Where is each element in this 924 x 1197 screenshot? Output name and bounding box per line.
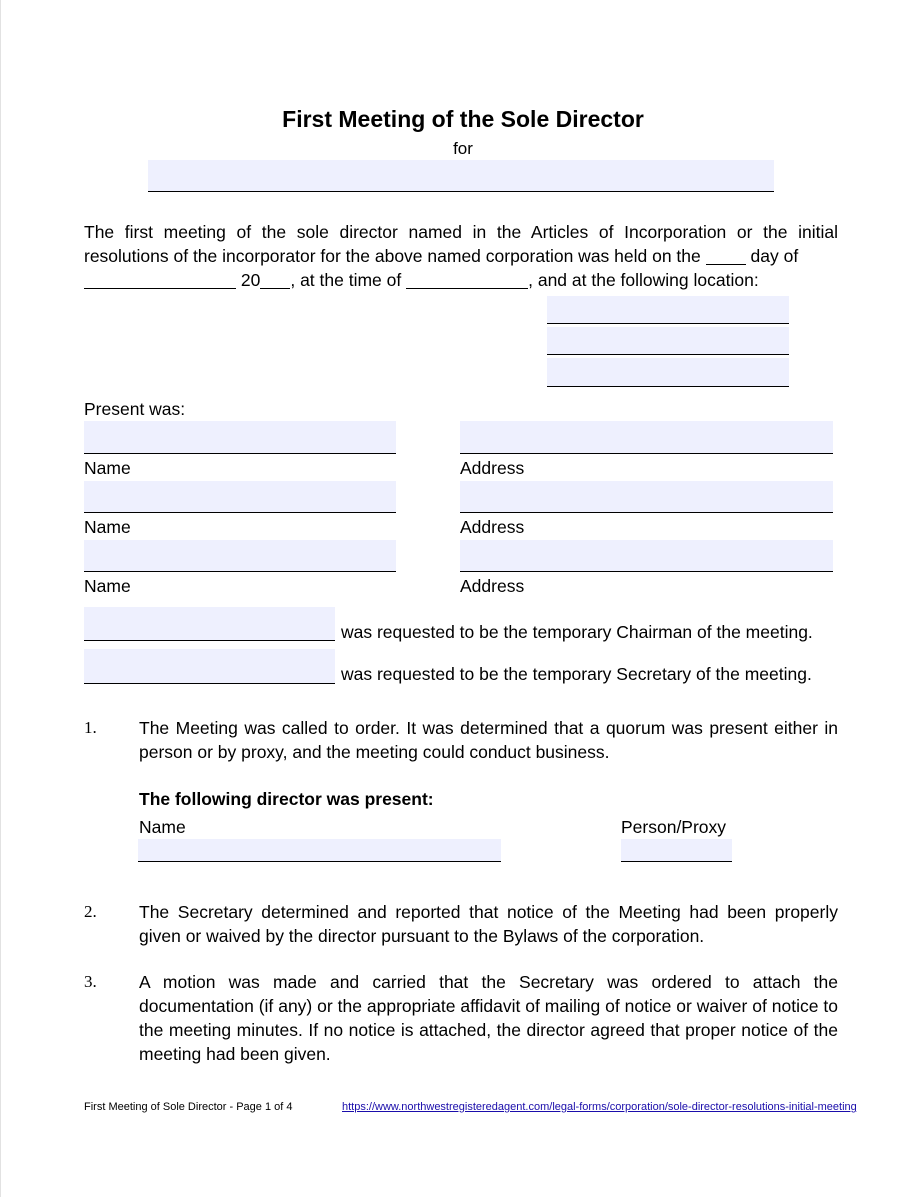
intro-day-of: day of bbox=[750, 246, 799, 266]
intro-time-of: , at the time of bbox=[290, 270, 402, 290]
item-1-number: 1. bbox=[84, 718, 97, 737]
secretary-field[interactable] bbox=[84, 649, 335, 684]
intro-paragraph bbox=[84, 220, 838, 292]
secretary-text: was requested to be the temporary Secretary of the meeting. bbox=[341, 664, 812, 684]
present-was-label: Present was: bbox=[84, 399, 186, 419]
document-title: First Meeting of the Sole Director bbox=[282, 106, 644, 132]
chairman-field[interactable] bbox=[84, 607, 335, 641]
present-name-field-2[interactable] bbox=[84, 481, 396, 513]
present-address-field-1[interactable] bbox=[460, 421, 833, 454]
time-field[interactable] bbox=[406, 270, 528, 289]
director-name-label: Name bbox=[139, 817, 186, 837]
location-field-3[interactable] bbox=[547, 358, 789, 387]
intro-year-prefix: 20 bbox=[240, 270, 261, 290]
item-3-number: 3. bbox=[84, 972, 97, 991]
corporation-name-field[interactable] bbox=[148, 160, 774, 192]
chairman-text: was requested to be the temporary Chairman of the meeting. bbox=[341, 622, 813, 642]
item-1-text: The Meeting was called to order. It was determined that a quorum was present either in person or by proxy, and the meeting could conduct business. bbox=[139, 718, 838, 762]
address-label-1: Address bbox=[460, 458, 525, 478]
present-name-field-1[interactable] bbox=[84, 421, 396, 454]
year-field[interactable] bbox=[260, 270, 290, 289]
director-present-heading: The following director was present: bbox=[139, 789, 434, 809]
item-3-text: A motion was made and carried that the Secretary was ordered to attach the documentation (if any) or the appropriate affidavit of mailing of notice or waiver of notice to the meeting minutes. If no notice is attached, the director agreed that proper notice of the meeting had been given. bbox=[139, 972, 838, 1064]
present-address-field-3[interactable] bbox=[460, 540, 833, 572]
intro-location: , and at the following location: bbox=[528, 270, 759, 290]
month-field[interactable] bbox=[84, 270, 236, 289]
name-label-3: Name bbox=[84, 576, 131, 596]
name-label-1: Name bbox=[84, 458, 131, 478]
name-label-2: Name bbox=[84, 517, 131, 537]
day-field[interactable] bbox=[706, 246, 746, 265]
address-label-2: Address bbox=[460, 517, 525, 537]
present-name-field-3[interactable] bbox=[84, 540, 396, 572]
location-field-2[interactable] bbox=[547, 327, 789, 355]
footer-page-info: First Meeting of Sole Director - Page 1 of 4 bbox=[84, 1101, 293, 1113]
item-2-number: 2. bbox=[84, 902, 97, 921]
person-proxy-field[interactable] bbox=[621, 839, 732, 862]
intro-text-1: The first meeting of the sole director named in the Articles of Incorporation or the initial resolutions of the incorporator for the above named corporation was held on the bbox=[84, 222, 838, 266]
footer-source-link[interactable]: https://www.northwestregisteredagent.com/legal-forms/corporation/sole-director-resolutions-initial-meeting bbox=[342, 1101, 857, 1113]
present-address-field-2[interactable] bbox=[460, 481, 833, 513]
address-label-3: Address bbox=[460, 576, 525, 596]
for-label: for bbox=[453, 139, 473, 158]
person-proxy-label: Person/Proxy bbox=[621, 817, 727, 837]
item-2-text: The Secretary determined and reported that notice of the Meeting had been properly given or waived by the director pursuant to the Bylaws of the corporation. bbox=[139, 902, 838, 946]
location-field-1[interactable] bbox=[547, 296, 789, 324]
director-name-field[interactable] bbox=[138, 839, 501, 862]
